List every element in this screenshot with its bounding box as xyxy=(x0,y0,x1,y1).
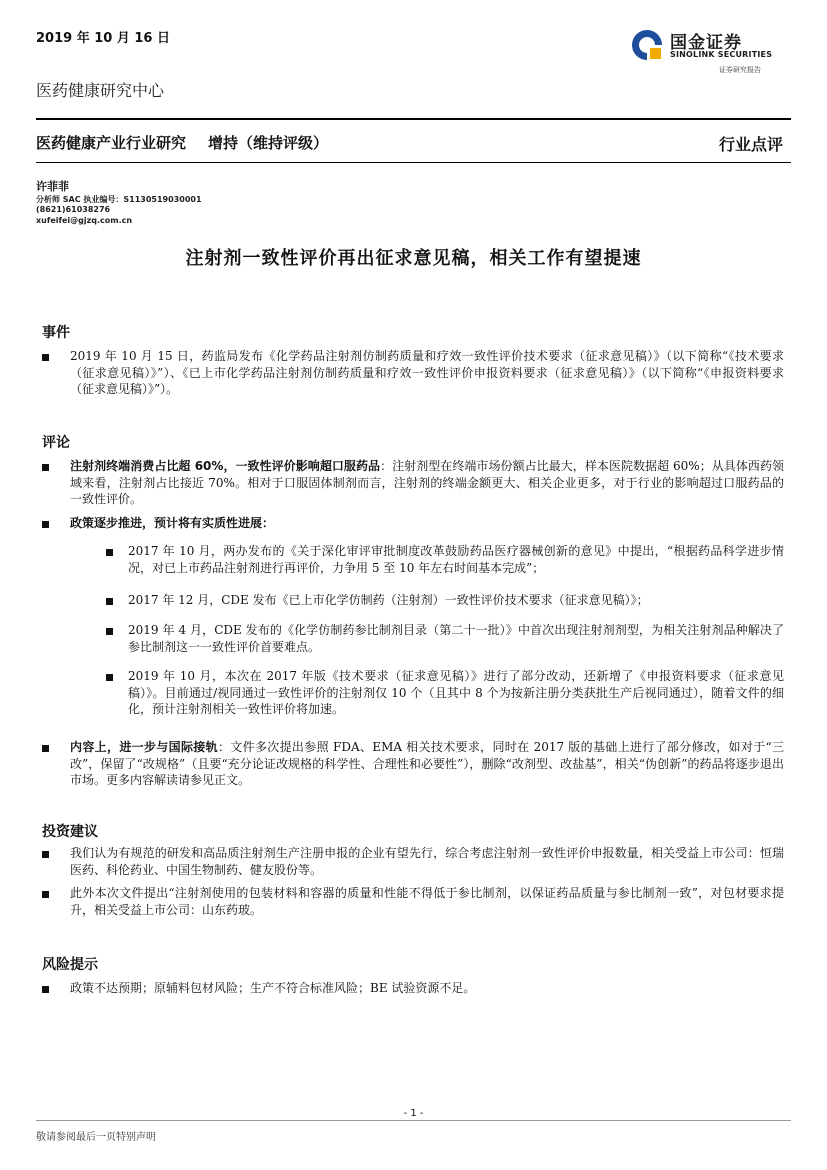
risk-paragraph: 政策不达预期；原辅料包材风险；生产不符合标准风险；BE 试验资源不足。 xyxy=(70,981,476,995)
author-email[interactable]: xufeifei@gjzq.com.cn xyxy=(36,216,133,225)
comment-p3-body: ：文件多次提出参照 FDA、EMA 相关技术要求，同时在 2017 版的基础上进行了部分修改，如对于“三改”，保留了“改规格”（且要“充分论证改规格的科学性、合理性和必要性”），删除“改剂型、改盐基”，相关“伪创新”的药品将逐步退出市场。更多内容解读请参见正文。 xyxy=(70,740,784,787)
company-logo xyxy=(630,26,790,78)
report-title: 注射剂一致性评价再出征求意见稿，相关工作有望提速 xyxy=(185,248,642,269)
policy-item-4: 2019 年 10 月，本次在 2017 年版《技术要求（征求意见稿）》进行了部分改动，还新增了《申报资料要求（征求意见稿）》。目前通过/视同通过一致性评价的注射剂仅 10 个（且其中 8 个为按新注册分类获批生产后视同通过），随着文件的细化，预计注射剂相关一致性评价将加速。 xyxy=(128,669,784,716)
page-number xyxy=(0,1108,827,1119)
policy-item-3: 2019 年 4 月，CDE 发布的《化学仿制药参比制剂目录（第二十一批）》中首次出现注射剂剂型，为相关注射剂品种解决了参比制剂这一一致性评价首要难点。 xyxy=(128,623,784,654)
bullet-icon xyxy=(42,851,49,858)
author-phone: (8621)61038276 xyxy=(36,205,111,214)
bullet-icon xyxy=(42,464,49,471)
footer-rule xyxy=(36,1120,791,1121)
sub-bullet-icon xyxy=(106,628,113,635)
section-heading-comment: 评论 xyxy=(42,435,70,451)
author-name: 许菲菲 xyxy=(36,180,69,193)
report-type: 行业点评 xyxy=(718,135,783,154)
footer-disclaimer: 敬请参阅最后一页特别声明 xyxy=(36,1132,156,1143)
event-paragraph: 2019 年 10 月 15 日，药监局发布《化学药品注射剂仿制药质量和疗效一致性评价技术要求（征求意见稿）》（以下简称“《技术要求（征求意见稿）》”）、《已上市化学药品注射剂仿制药质量和疗效一致性评价申报资料要求（征求意见稿）》（以下简称“《申报资料要求（征求意见稿）》”）。 xyxy=(70,349,784,396)
bullet-icon xyxy=(42,521,49,528)
logo-text-cn: 国金证券 xyxy=(670,33,742,53)
subheader-rule xyxy=(36,162,791,163)
logo-subtitle: 证券研究报告 xyxy=(719,66,761,74)
report-date: 2019 年 10 月 16 日 xyxy=(36,31,170,46)
report-category xyxy=(36,132,328,153)
comment-paragraph-2 xyxy=(70,515,784,532)
policy-item-2: 2017 年 12 月，CDE 发布《已上市化学仿制药（注射剂）一致性评价技术要求（征求意见稿）》； xyxy=(128,593,649,607)
sub-bullet-icon xyxy=(106,674,113,681)
rating-label: 增持（维持评级） xyxy=(208,134,329,152)
comment-p2-lead: 政策逐步推进，预计将有实质性进展： xyxy=(70,516,275,530)
section-heading-event: 事件 xyxy=(42,325,70,341)
comment-p3-lead: 内容上，进一步与国际接轨 xyxy=(70,740,218,754)
page-number-text: - 1 - xyxy=(398,1108,430,1119)
comment-paragraph-3 xyxy=(70,739,784,789)
industry-label: 医药健康产业行业研究 xyxy=(36,134,187,152)
comment-p1-lead: 注射剂终端消费占比超 60%，一致性评价影响超口服药品 xyxy=(70,459,381,473)
comment-paragraph-1 xyxy=(70,458,784,508)
bullet-icon xyxy=(42,745,49,752)
policy-item-1: 2017 年 10 月，两办发布的《关于深化审评审批制度改革鼓励药品医疗器械创新的意见》中提出，“根据药品科学进步情况，对已上市药品注射剂进行再评价，力争用 5 至 10 年左右时间基本完成”； xyxy=(128,544,784,575)
sub-bullet-icon xyxy=(106,549,113,556)
bullet-icon xyxy=(42,986,49,993)
comment-p1-body: ：注射剂型在终端市场份额占比最大，样本医院数据超 60%；从具体西药领域来看，注射剂占比接近 70%。相对于口服固体制剂而言，注射剂的终端金额更大、相关企业更多，对于行业的影响超过口服药品的一致性评价。 xyxy=(70,459,784,506)
logo-mark-icon xyxy=(630,28,664,62)
invest-paragraph-2: 此外本次文件提出“注射剂使用的包装材料和容器的质量和性能不得低于参比制剂，以保证药品质量与参比制剂一致”，对包材要求提升，相关受益上市公司：山东药玻。 xyxy=(70,886,784,917)
invest-paragraph-1: 我们认为有规范的研发和高品质注射剂生产注册申报的企业有望先行，综合考虑注射剂一致性评价申报数量，相关受益上市公司：恒瑞医药、科伦药业、中国生物制药、健友股份等。 xyxy=(70,846,784,877)
bullet-icon xyxy=(42,354,49,361)
section-heading-invest: 投资建议 xyxy=(42,824,98,840)
bullet-icon xyxy=(42,891,49,898)
sub-bullet-icon xyxy=(106,598,113,605)
research-center: 医药健康研究中心 xyxy=(36,81,165,100)
author-sac: 分析师 SAC 执业编号：S1130519030001 xyxy=(36,195,202,204)
logo-text-en: SINOLINK SECURITIES xyxy=(670,50,773,59)
section-heading-risk: 风险提示 xyxy=(42,957,98,973)
header-rule xyxy=(36,118,791,120)
